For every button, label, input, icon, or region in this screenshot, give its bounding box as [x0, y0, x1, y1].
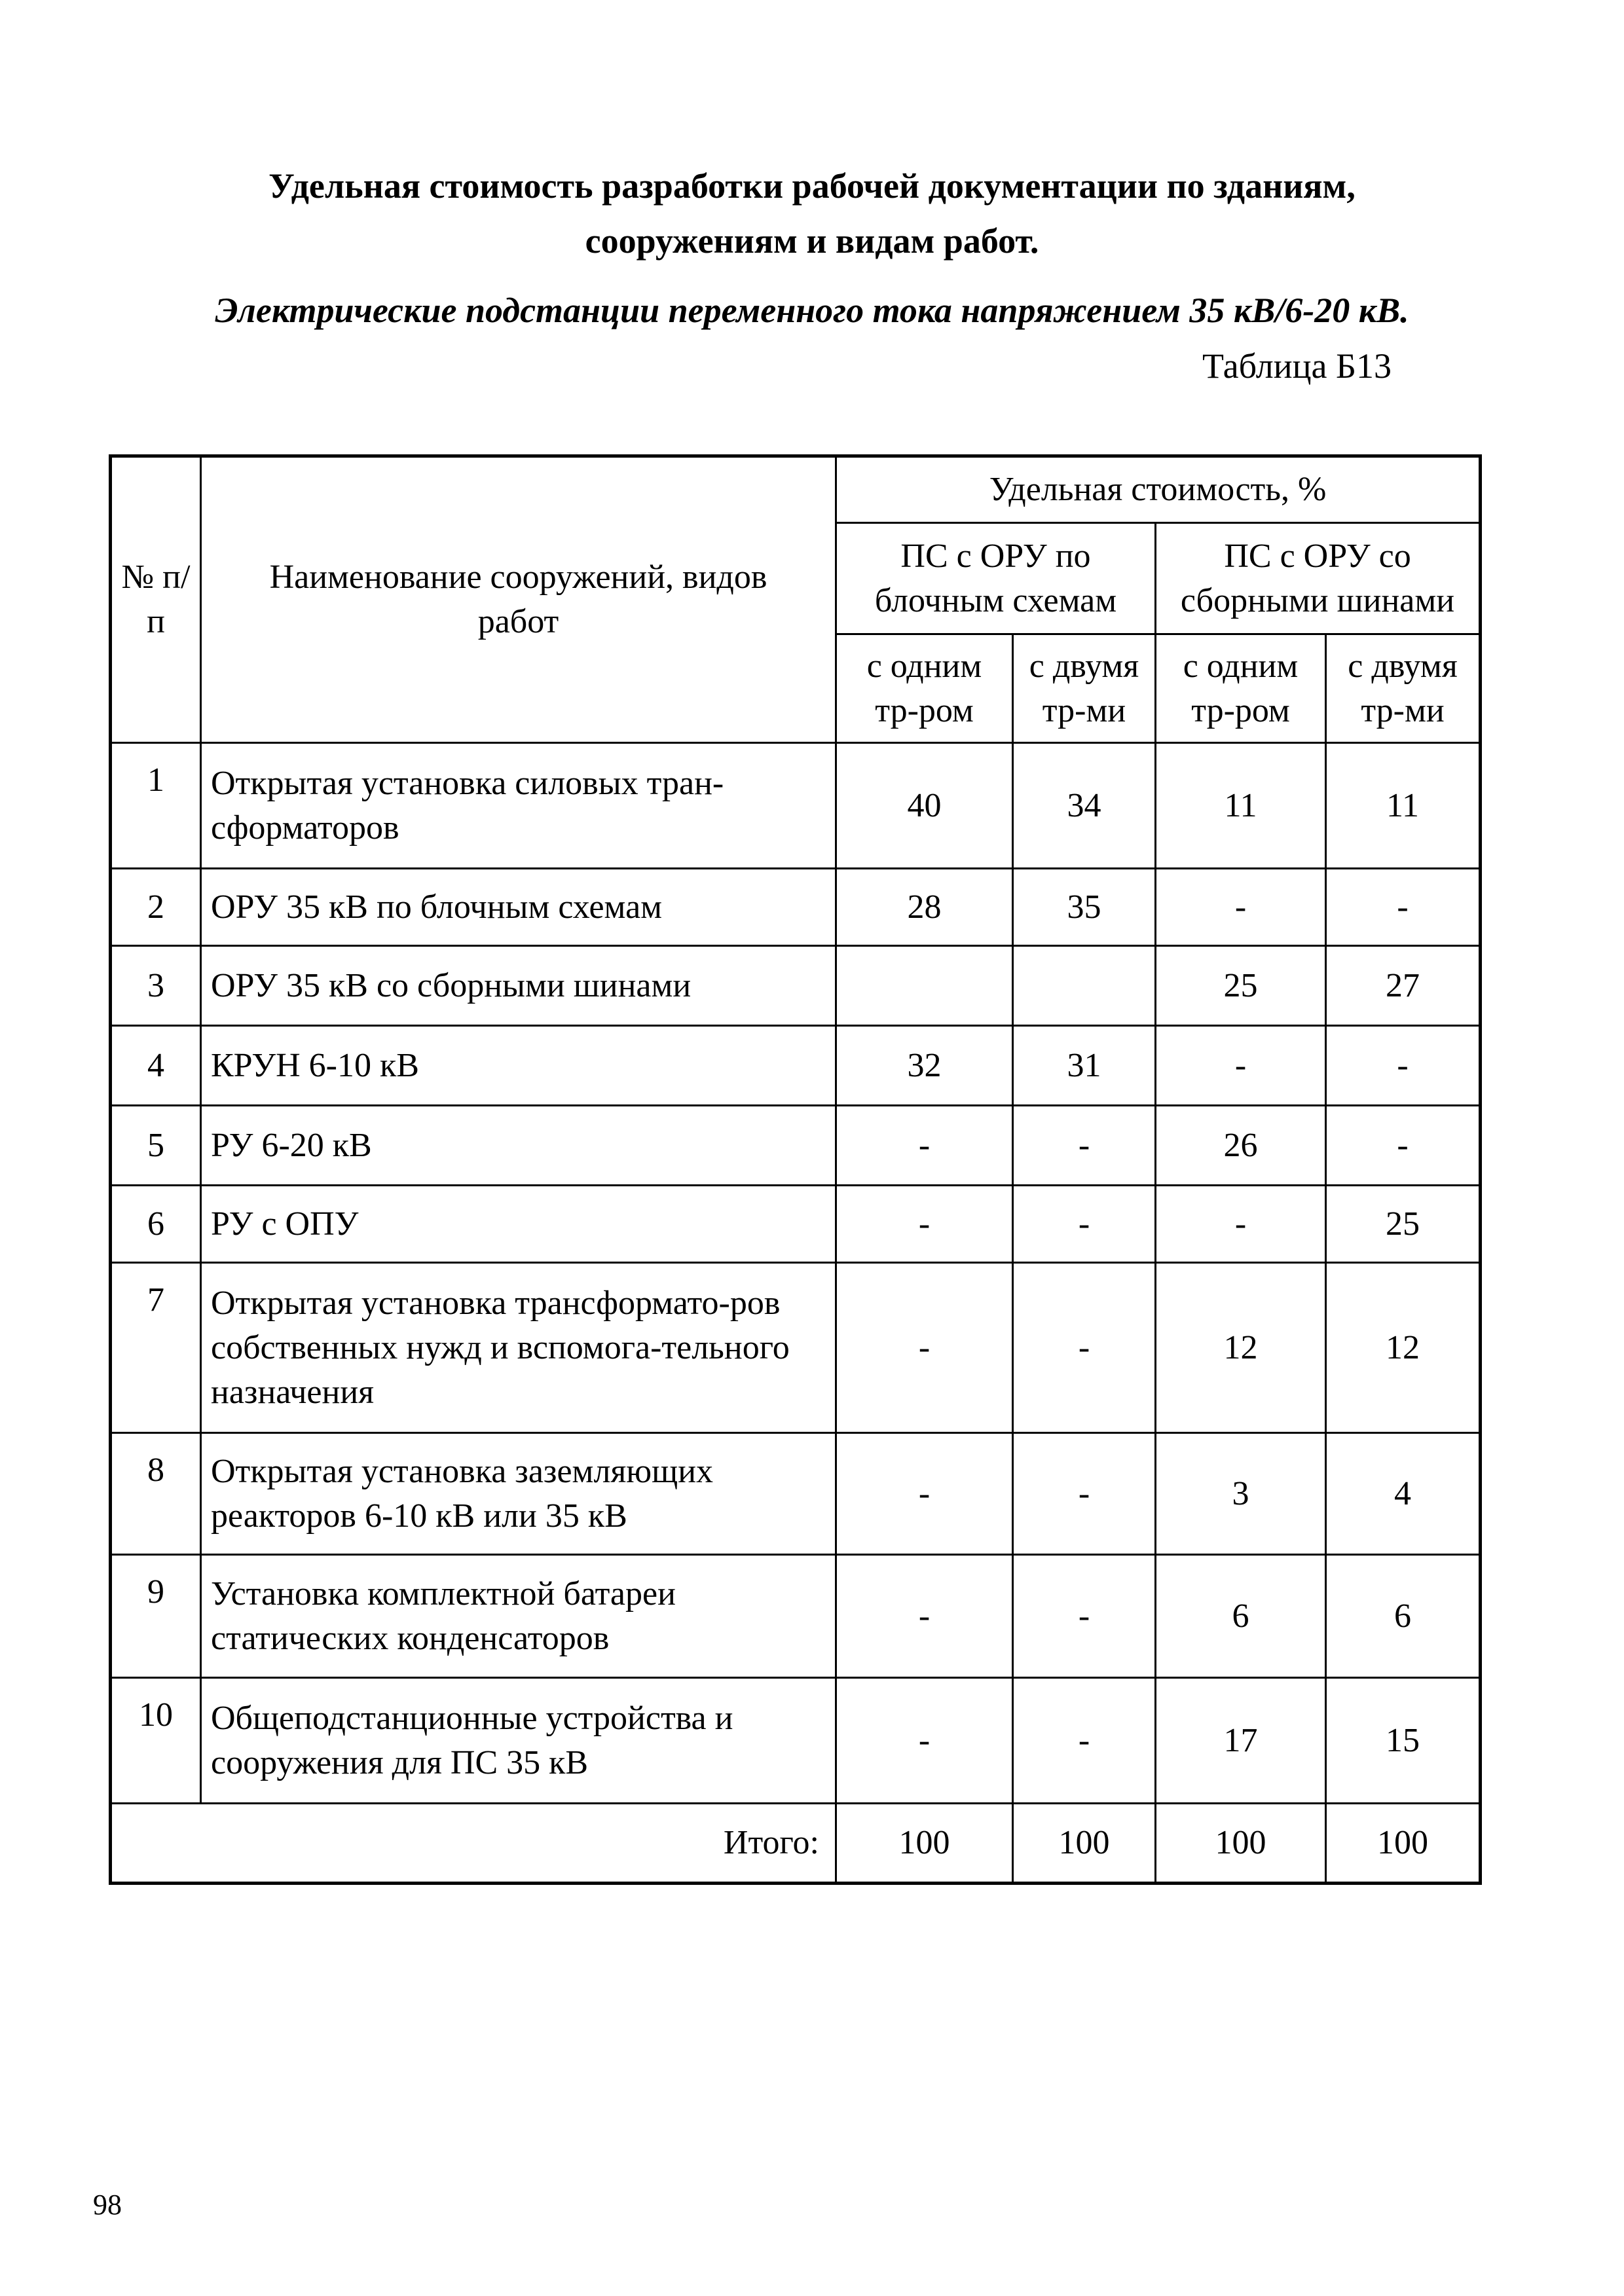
row-value: 4 [1326, 1433, 1481, 1555]
row-name: ОРУ 35 кВ со сборными шинами [201, 946, 836, 1026]
table-row [111, 1186, 1481, 1263]
row-value: 12 [1156, 1263, 1326, 1433]
row-value: - [836, 1263, 1013, 1433]
row-number: 1 [111, 743, 201, 869]
table-row [111, 1106, 1481, 1186]
row-value: 28 [836, 869, 1013, 946]
row-number: 4 [111, 1026, 201, 1106]
row-value: 25 [1326, 1186, 1481, 1263]
row-name: Общеподстанционные устройства и сооружения для ПС 35 кВ [201, 1678, 836, 1804]
row-value: 26 [1156, 1106, 1326, 1186]
row-value: 15 [1326, 1678, 1481, 1804]
table-row [111, 1433, 1481, 1555]
row-value: - [1156, 869, 1326, 946]
document-title-line-2: сооружениям и видам работ. [585, 221, 1039, 261]
page-number: 98 [93, 2189, 122, 2221]
row-name: Открытая установка трансформато-ров собственных нужд и вспомога-тельного назначения [201, 1263, 836, 1433]
table-row [111, 1678, 1481, 1804]
total-row [111, 1804, 1481, 1884]
header-sub-bus-two: с двумя тр-ми [1326, 634, 1481, 743]
row-name: ОРУ 35 кВ по блочным схемам [201, 869, 836, 946]
table-label: Таблица Б13 [1202, 346, 1392, 386]
row-value: - [1156, 1186, 1326, 1263]
document-title-line-1: Удельная стоимость разработки рабочей документации по зданиям, [268, 166, 1356, 206]
row-value: - [1326, 869, 1481, 946]
total-label: Итого: [111, 1804, 836, 1884]
row-value: 35 [1013, 869, 1156, 946]
row-number: 2 [111, 869, 201, 946]
row-value: 31 [1013, 1026, 1156, 1106]
row-name: Открытая установка силовых тран-сформаторов [201, 743, 836, 869]
row-value: - [836, 1433, 1013, 1555]
row-value: 12 [1326, 1263, 1481, 1433]
row-value: 17 [1156, 1678, 1326, 1804]
row-name: РУ 6-20 кВ [201, 1106, 836, 1186]
row-value: - [1013, 1263, 1156, 1433]
row-number: 6 [111, 1186, 201, 1263]
header-num: № п/п [111, 456, 201, 743]
row-number: 5 [111, 1106, 201, 1186]
total-value: 100 [836, 1804, 1013, 1884]
row-name: Установка комплектной батареи статических конденсаторов [201, 1555, 836, 1678]
row-value: 6 [1156, 1555, 1326, 1678]
header-cost: Удельная стоимость, % [836, 456, 1481, 523]
row-number: 3 [111, 946, 201, 1026]
header-sub-block-two: с двумя тр-ми [1013, 634, 1156, 743]
total-value: 100 [1326, 1804, 1481, 1884]
header-sub-block-one: с одним тр-ром [836, 634, 1013, 743]
row-value: - [836, 1555, 1013, 1678]
table-row [111, 869, 1481, 946]
row-value: 32 [836, 1026, 1013, 1106]
row-name: РУ с ОПУ [201, 1186, 836, 1263]
row-value: - [836, 1106, 1013, 1186]
table-row [111, 1263, 1481, 1433]
row-number: 10 [111, 1678, 201, 1804]
row-value: 34 [1013, 743, 1156, 869]
row-value: - [1013, 1186, 1156, 1263]
row-value: - [1013, 1433, 1156, 1555]
row-value: - [836, 1186, 1013, 1263]
row-value: - [836, 1678, 1013, 1804]
row-value: 11 [1156, 743, 1326, 869]
total-value: 100 [1013, 1804, 1156, 1884]
header-group-block: ПС с ОРУ по блочным схемам [836, 523, 1156, 634]
row-value: - [1326, 1106, 1481, 1186]
header-sub-bus-one: с одним тр-ром [1156, 634, 1326, 743]
table-row [111, 743, 1481, 869]
row-value: - [1013, 1106, 1156, 1186]
table-row [111, 1026, 1481, 1106]
row-value: - [1013, 1555, 1156, 1678]
table-row [111, 946, 1481, 1026]
row-value: 40 [836, 743, 1013, 869]
header-group-bus: ПС с ОРУ со сборными шинами [1156, 523, 1481, 634]
row-value [1013, 946, 1156, 1026]
row-value: - [1013, 1678, 1156, 1804]
row-name: КРУН 6-10 кВ [201, 1026, 836, 1106]
row-number: 9 [111, 1555, 201, 1678]
row-value: 25 [1156, 946, 1326, 1026]
row-value: - [1156, 1026, 1326, 1106]
document-subtitle: Электрические подстанции переменного тока напряжением 35 кВ/6-20 кВ. [215, 291, 1409, 330]
row-value: 3 [1156, 1433, 1326, 1555]
row-value: 27 [1326, 946, 1481, 1026]
table-row [111, 1555, 1481, 1678]
row-name: Открытая установка заземляющих реакторов 6-10 кВ или 35 кВ [201, 1433, 836, 1555]
cost-table [109, 454, 1482, 1885]
row-value [836, 946, 1013, 1026]
row-value: 6 [1326, 1555, 1481, 1678]
total-value: 100 [1156, 1804, 1326, 1884]
row-value: - [1326, 1026, 1481, 1106]
row-number: 8 [111, 1433, 201, 1555]
row-value: 11 [1326, 743, 1481, 869]
row-number: 7 [111, 1263, 201, 1433]
header-name: Наименование сооружений, видов работ [201, 456, 836, 743]
